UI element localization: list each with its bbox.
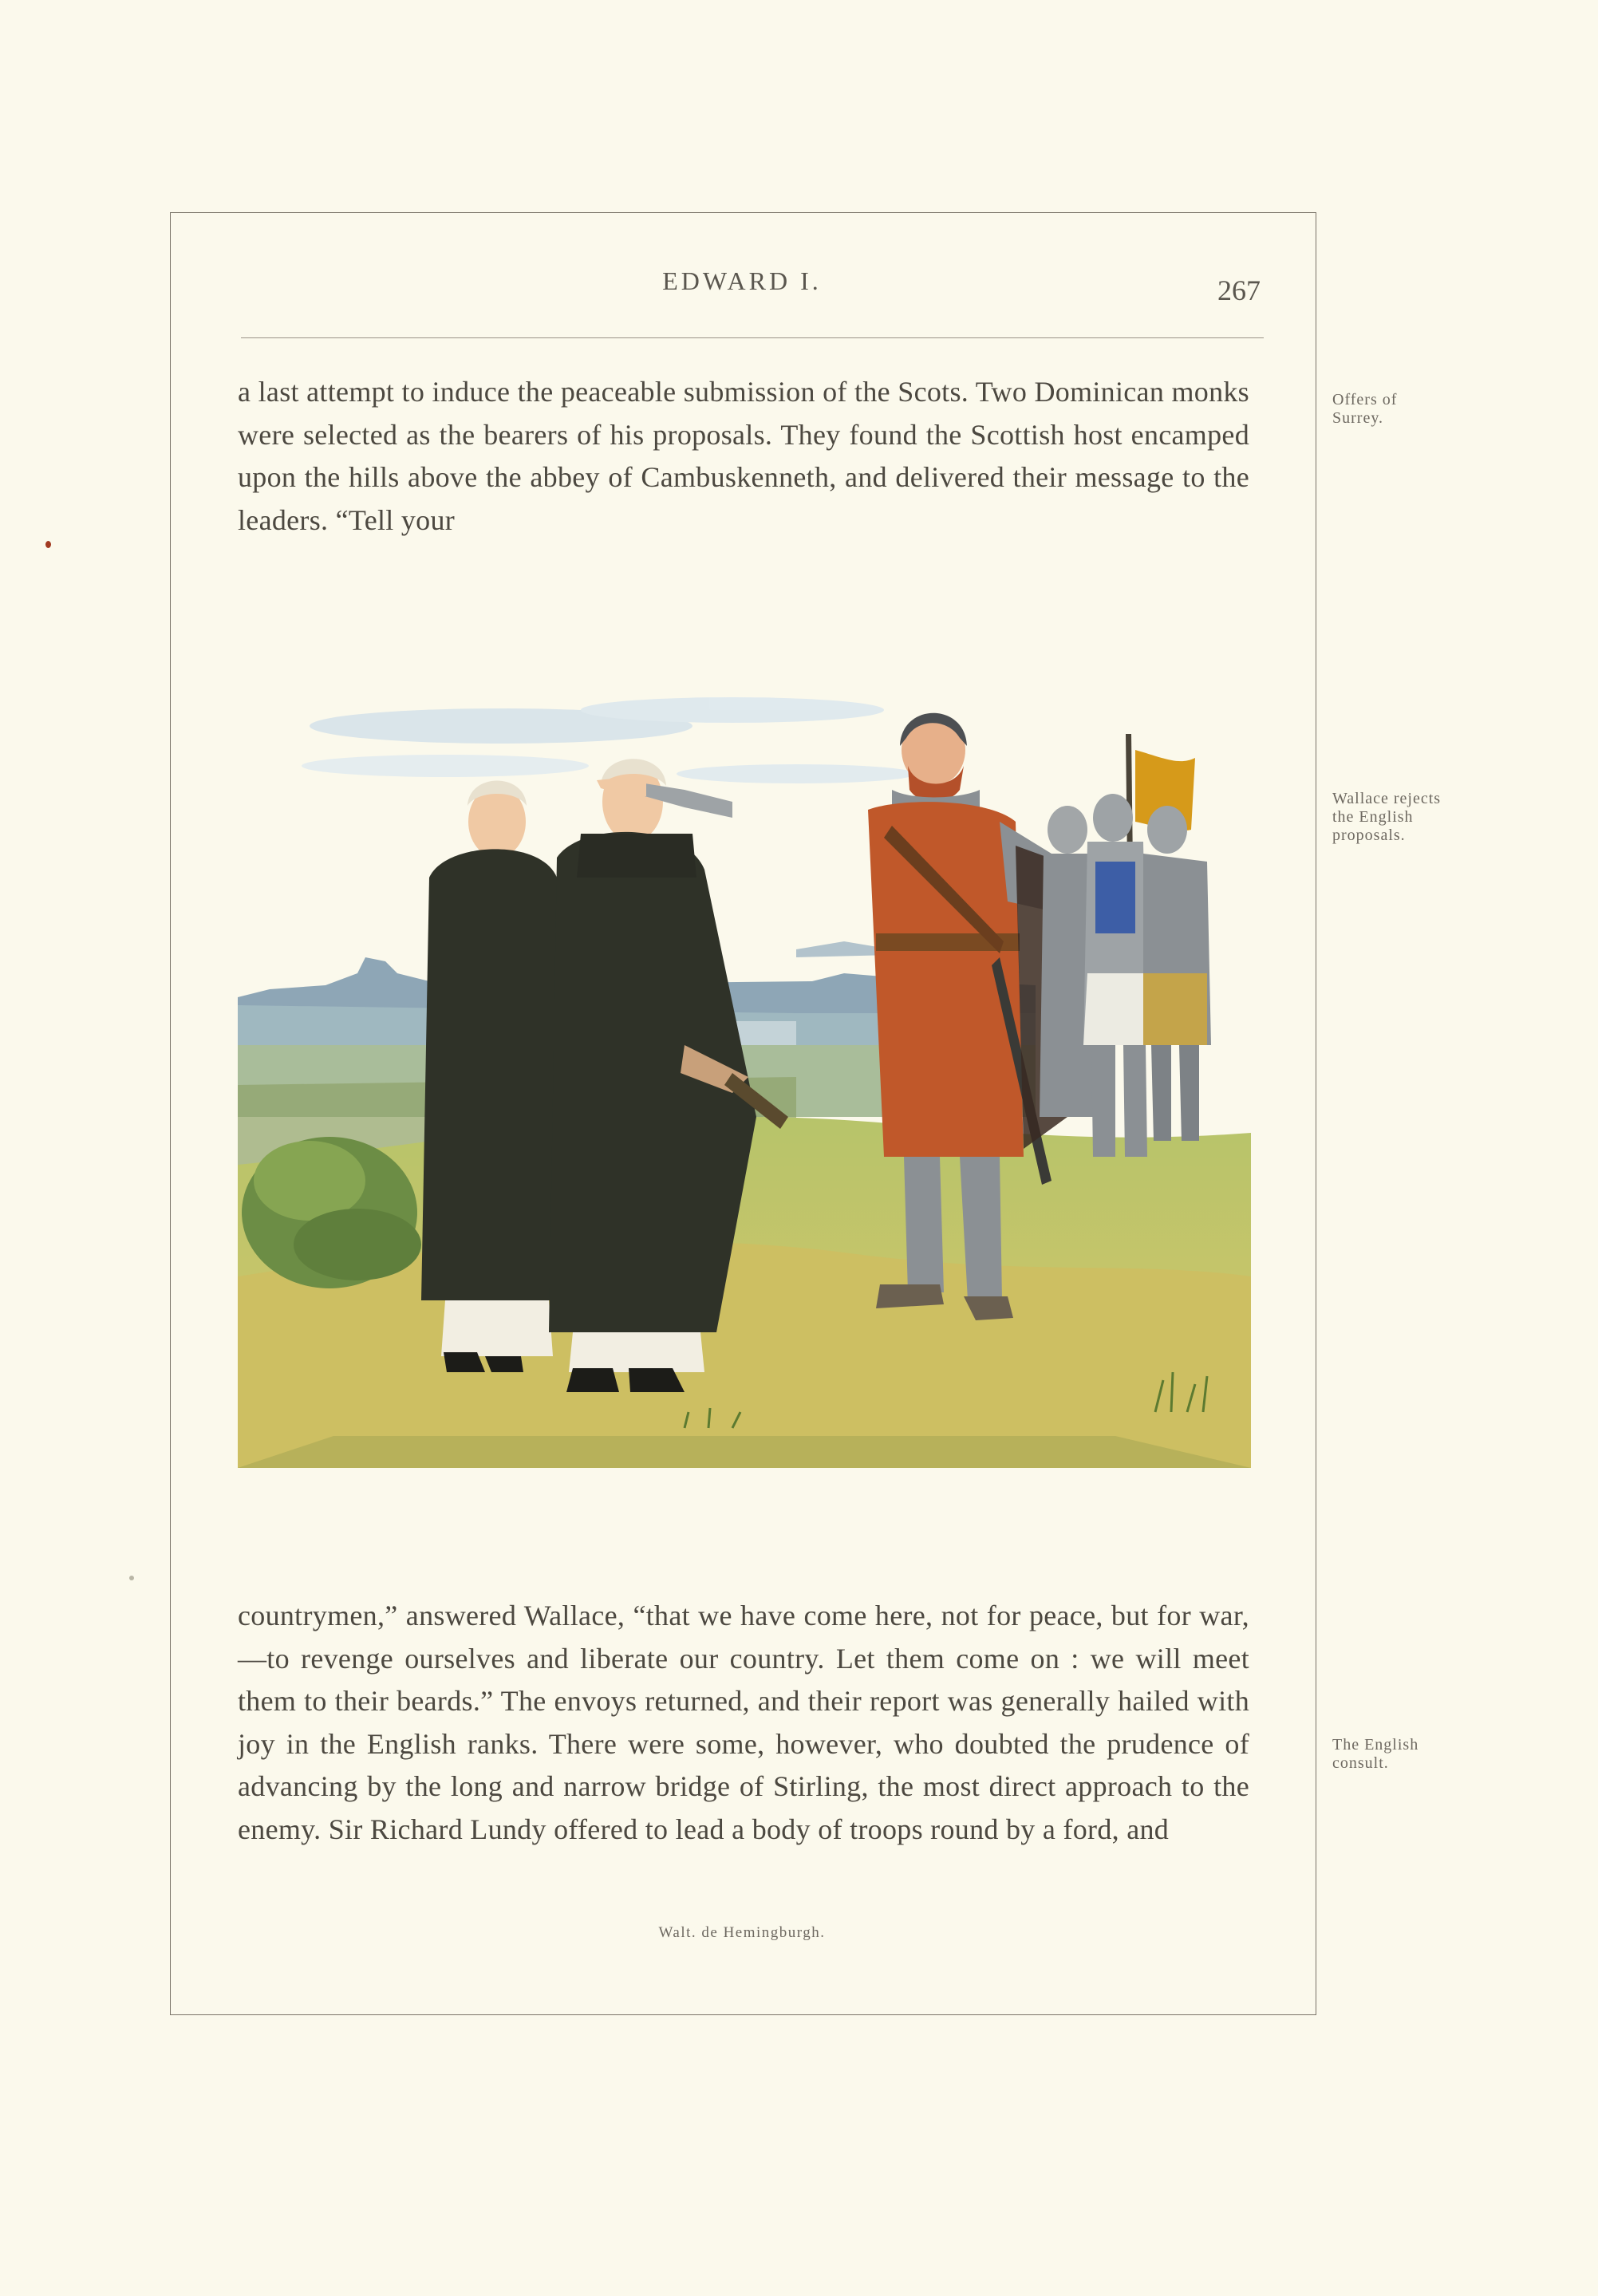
page-number: 267 [1217,274,1261,306]
sidenote-consult: The English consult. [1332,1736,1419,1772]
running-head: EDWARD I. [662,266,822,295]
source-citation: Walt. de Hemingburgh. [658,1924,826,1941]
margin-spot [45,541,51,548]
soldiers-group [1040,734,1211,1157]
illustration-wallace-and-monks [238,670,1251,1468]
margin-spot [129,1576,134,1580]
body-paragraph-top: a last attempt to induce the peaceable submission of the Scots. Two Dominican monks were selected as the bearers of his proposals. They found the Scottish host encamped upon the hills above the abbey of Cambuskenneth, and delivered their message to the leaders. “Tell your [238,376,1249,536]
sidenote-rejects: Wallace rejects the English proposals. [1332,790,1442,844]
monk-left [421,781,565,1373]
header-rule [241,337,1264,338]
body-paragraph-bottom: countrymen,” answered Wallace, “that we have come here, not for peace, but for war,—to revenge ourselves and liberate our country. Let them come on : we will meet them to their beards.” The envoys returned, and their report was generally hailed with joy in the English ranks. There were some, however, who doubted the prudence of advancing by the long and narrow bridge of Stirling, the most direct approach to the enemy. Sir Richard Lundy offered to lead a body of troops round by a ford, and [238,1600,1249,1845]
sidenote-offers: Offers of Surrey. [1332,391,1398,427]
